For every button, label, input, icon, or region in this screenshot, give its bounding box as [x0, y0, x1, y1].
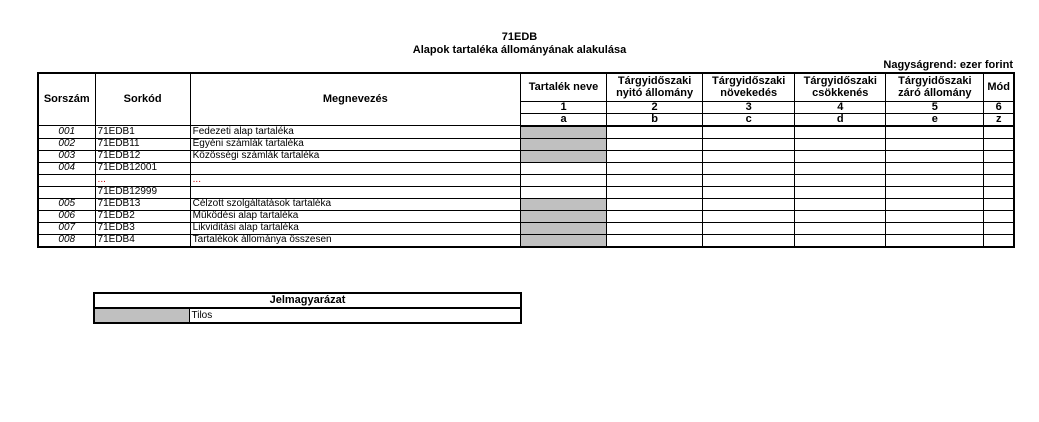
row-mod-cell[interactable] [984, 198, 1014, 210]
header-nyito-l1: Tárgyidőszaki [617, 75, 692, 88]
row-sorszam: 007 [38, 222, 95, 234]
row-zaro-cell[interactable] [886, 210, 984, 222]
row-megnevezes [190, 186, 520, 198]
row-sorszam [38, 186, 95, 198]
row-megnevezes: Célzott szolgáltatások tartaléka [190, 198, 520, 210]
row-mod-cell[interactable] [984, 126, 1014, 139]
col-number: 5 [886, 101, 984, 113]
row-zaro-cell[interactable] [886, 162, 984, 174]
row-sorkod: 71EDB1 [95, 126, 190, 139]
row-mod-cell[interactable] [984, 162, 1014, 174]
row-nyito-cell[interactable] [607, 162, 703, 174]
row-sorszam: 003 [38, 150, 95, 162]
row-zaro-cell[interactable] [886, 174, 984, 186]
row-megnevezes: ... [190, 174, 520, 186]
row-novekedes-cell[interactable] [703, 174, 795, 186]
row-sorkod: 71EDB13 [95, 198, 190, 210]
row-novekedes-cell[interactable] [703, 150, 795, 162]
row-sorszam: 008 [38, 234, 95, 247]
header-zaro-l1: Tárgyidőszaki [898, 75, 972, 88]
row-zaro-cell[interactable] [886, 126, 984, 139]
row-tartalek-neve-cell[interactable] [520, 174, 606, 186]
row-novekedes-cell[interactable] [703, 234, 795, 247]
row-tartalek-neve-cell [520, 198, 606, 210]
row-sorkod: 71EDB12 [95, 150, 190, 162]
row-nyito-cell[interactable] [607, 150, 703, 162]
row-megnevezes: Működési alap tartaléka [190, 210, 520, 222]
col-number: 3 [703, 101, 795, 113]
row-nyito-cell[interactable] [607, 234, 703, 247]
row-sorkod: 71EDB4 [95, 234, 190, 247]
row-mod-cell[interactable] [984, 234, 1014, 247]
header-sorkod: Sorkód [95, 73, 190, 126]
row-csokkenes-cell[interactable] [795, 210, 886, 222]
col-letter: a [520, 113, 606, 126]
form-code: 71EDB [501, 31, 538, 43]
row-tartalek-neve-cell [520, 210, 606, 222]
table-row [38, 138, 1014, 150]
row-sorszam: 006 [38, 210, 95, 222]
header-csokkenes-l1: Tárgyidőszaki [803, 75, 877, 88]
row-zaro-cell[interactable] [886, 234, 984, 247]
header-novekedes [703, 73, 795, 101]
row-tartalek-neve-cell[interactable] [520, 186, 606, 198]
row-megnevezes: Tartalékok állománya összesen [190, 234, 520, 247]
row-novekedes-cell[interactable] [703, 222, 795, 234]
row-tartalek-neve-cell[interactable] [520, 162, 606, 174]
row-novekedes-cell[interactable] [703, 210, 795, 222]
row-mod-cell[interactable] [984, 222, 1014, 234]
row-megnevezes [190, 162, 520, 174]
col-number: 6 [984, 101, 1014, 113]
row-nyito-cell[interactable] [607, 138, 703, 150]
row-mod-cell[interactable] [984, 150, 1014, 162]
row-novekedes-cell[interactable] [703, 138, 795, 150]
header-mod: Mód [984, 73, 1014, 101]
row-mod-cell[interactable] [984, 138, 1014, 150]
table-row [38, 126, 1014, 139]
row-sorszam: 001 [38, 126, 95, 139]
row-mod-cell[interactable] [984, 186, 1014, 198]
header-novekedes-l1: Tárgyidőszaki [712, 75, 786, 88]
table-row [38, 198, 1014, 210]
header-sorszam: Sorszám [38, 73, 95, 126]
col-number: 2 [607, 101, 703, 113]
row-csokkenes-cell[interactable] [795, 162, 886, 174]
row-sorkod: 71EDB12999 [95, 186, 190, 198]
col-letter: z [984, 113, 1014, 126]
col-number: 1 [520, 101, 606, 113]
row-csokkenes-cell[interactable] [795, 198, 886, 210]
row-sorkod: 71EDB3 [95, 222, 190, 234]
table-row [38, 222, 1014, 234]
table-row [38, 234, 1014, 247]
col-letter: b [607, 113, 703, 126]
header-megnevezes: Megnevezés [190, 73, 520, 126]
row-nyito-cell[interactable] [607, 198, 703, 210]
col-letter: d [795, 113, 886, 126]
row-novekedes-cell[interactable] [703, 162, 795, 174]
header-novekedes-l2: növekedés [720, 87, 778, 100]
row-mod-cell[interactable] [984, 174, 1014, 186]
row-csokkenes-cell[interactable] [795, 138, 886, 150]
legend-swatch [94, 308, 189, 323]
row-tartalek-neve-cell [520, 138, 606, 150]
header-csokkenes [795, 73, 886, 101]
table-row [38, 162, 1014, 174]
row-mod-cell[interactable] [984, 210, 1014, 222]
col-letter: e [886, 113, 984, 126]
table-row [38, 210, 1014, 222]
unit-label: Nagyságrend: ezer forint [883, 59, 1013, 71]
legend-label: Tilos [189, 308, 521, 323]
row-zaro-cell[interactable] [886, 186, 984, 198]
row-csokkenes-cell[interactable] [795, 126, 886, 139]
row-csokkenes-cell[interactable] [795, 186, 886, 198]
col-number: 4 [795, 101, 886, 113]
row-novekedes-cell[interactable] [703, 126, 795, 139]
row-sorszam: 002 [38, 138, 95, 150]
table-row [38, 174, 1014, 186]
row-megnevezes: Közösségi számlák tartaléka [190, 150, 520, 162]
row-tartalek-neve-cell [520, 150, 606, 162]
row-megnevezes: Egyéni számlák tartaléka [190, 138, 520, 150]
row-sorkod: 71EDB2 [95, 210, 190, 222]
row-megnevezes: Likviditási alap tartaléka [190, 222, 520, 234]
row-zaro-cell[interactable] [886, 198, 984, 210]
legend-title: Jelmagyarázat [94, 293, 521, 308]
row-zaro-cell[interactable] [886, 150, 984, 162]
table-body [38, 126, 1014, 247]
row-sorszam [38, 174, 95, 186]
main-table [37, 72, 1015, 248]
table-row [38, 150, 1014, 162]
header-nyito-l2: nyitó állomány [616, 87, 694, 100]
row-sorszam: 004 [38, 162, 95, 174]
legend-table [93, 292, 522, 324]
row-nyito-cell[interactable] [607, 222, 703, 234]
header-zaro [886, 73, 984, 101]
row-nyito-cell[interactable] [607, 126, 703, 139]
row-tartalek-neve-cell [520, 234, 606, 247]
row-tartalek-neve-cell [520, 222, 606, 234]
header-tartalek-neve: Tartalék neve [520, 73, 606, 101]
header-zaro-l2: záró állomány [898, 87, 972, 100]
row-nyito-cell[interactable] [607, 186, 703, 198]
row-sorkod: 71EDB11 [95, 138, 190, 150]
row-zaro-cell[interactable] [886, 138, 984, 150]
table-row [38, 186, 1014, 198]
col-letter: c [703, 113, 795, 126]
row-novekedes-cell[interactable] [703, 186, 795, 198]
header-nyito [607, 73, 703, 101]
row-sorszam: 005 [38, 198, 95, 210]
row-tartalek-neve-cell [520, 126, 606, 139]
row-csokkenes-cell[interactable] [795, 150, 886, 162]
row-novekedes-cell[interactable] [703, 198, 795, 210]
row-zaro-cell[interactable] [886, 222, 984, 234]
row-sorkod: ... [95, 174, 190, 186]
row-csokkenes-cell[interactable] [795, 234, 886, 247]
row-nyito-cell[interactable] [607, 174, 703, 186]
row-csokkenes-cell[interactable] [795, 222, 886, 234]
header-csokkenes-l2: csökkenés [812, 87, 869, 100]
row-csokkenes-cell[interactable] [795, 174, 886, 186]
page-title: Alapok tartaléka állományának alakulása [412, 44, 627, 56]
row-nyito-cell[interactable] [607, 210, 703, 222]
row-sorkod: 71EDB12001 [95, 162, 190, 174]
row-megnevezes: Fedezeti alap tartaléka [190, 126, 520, 139]
